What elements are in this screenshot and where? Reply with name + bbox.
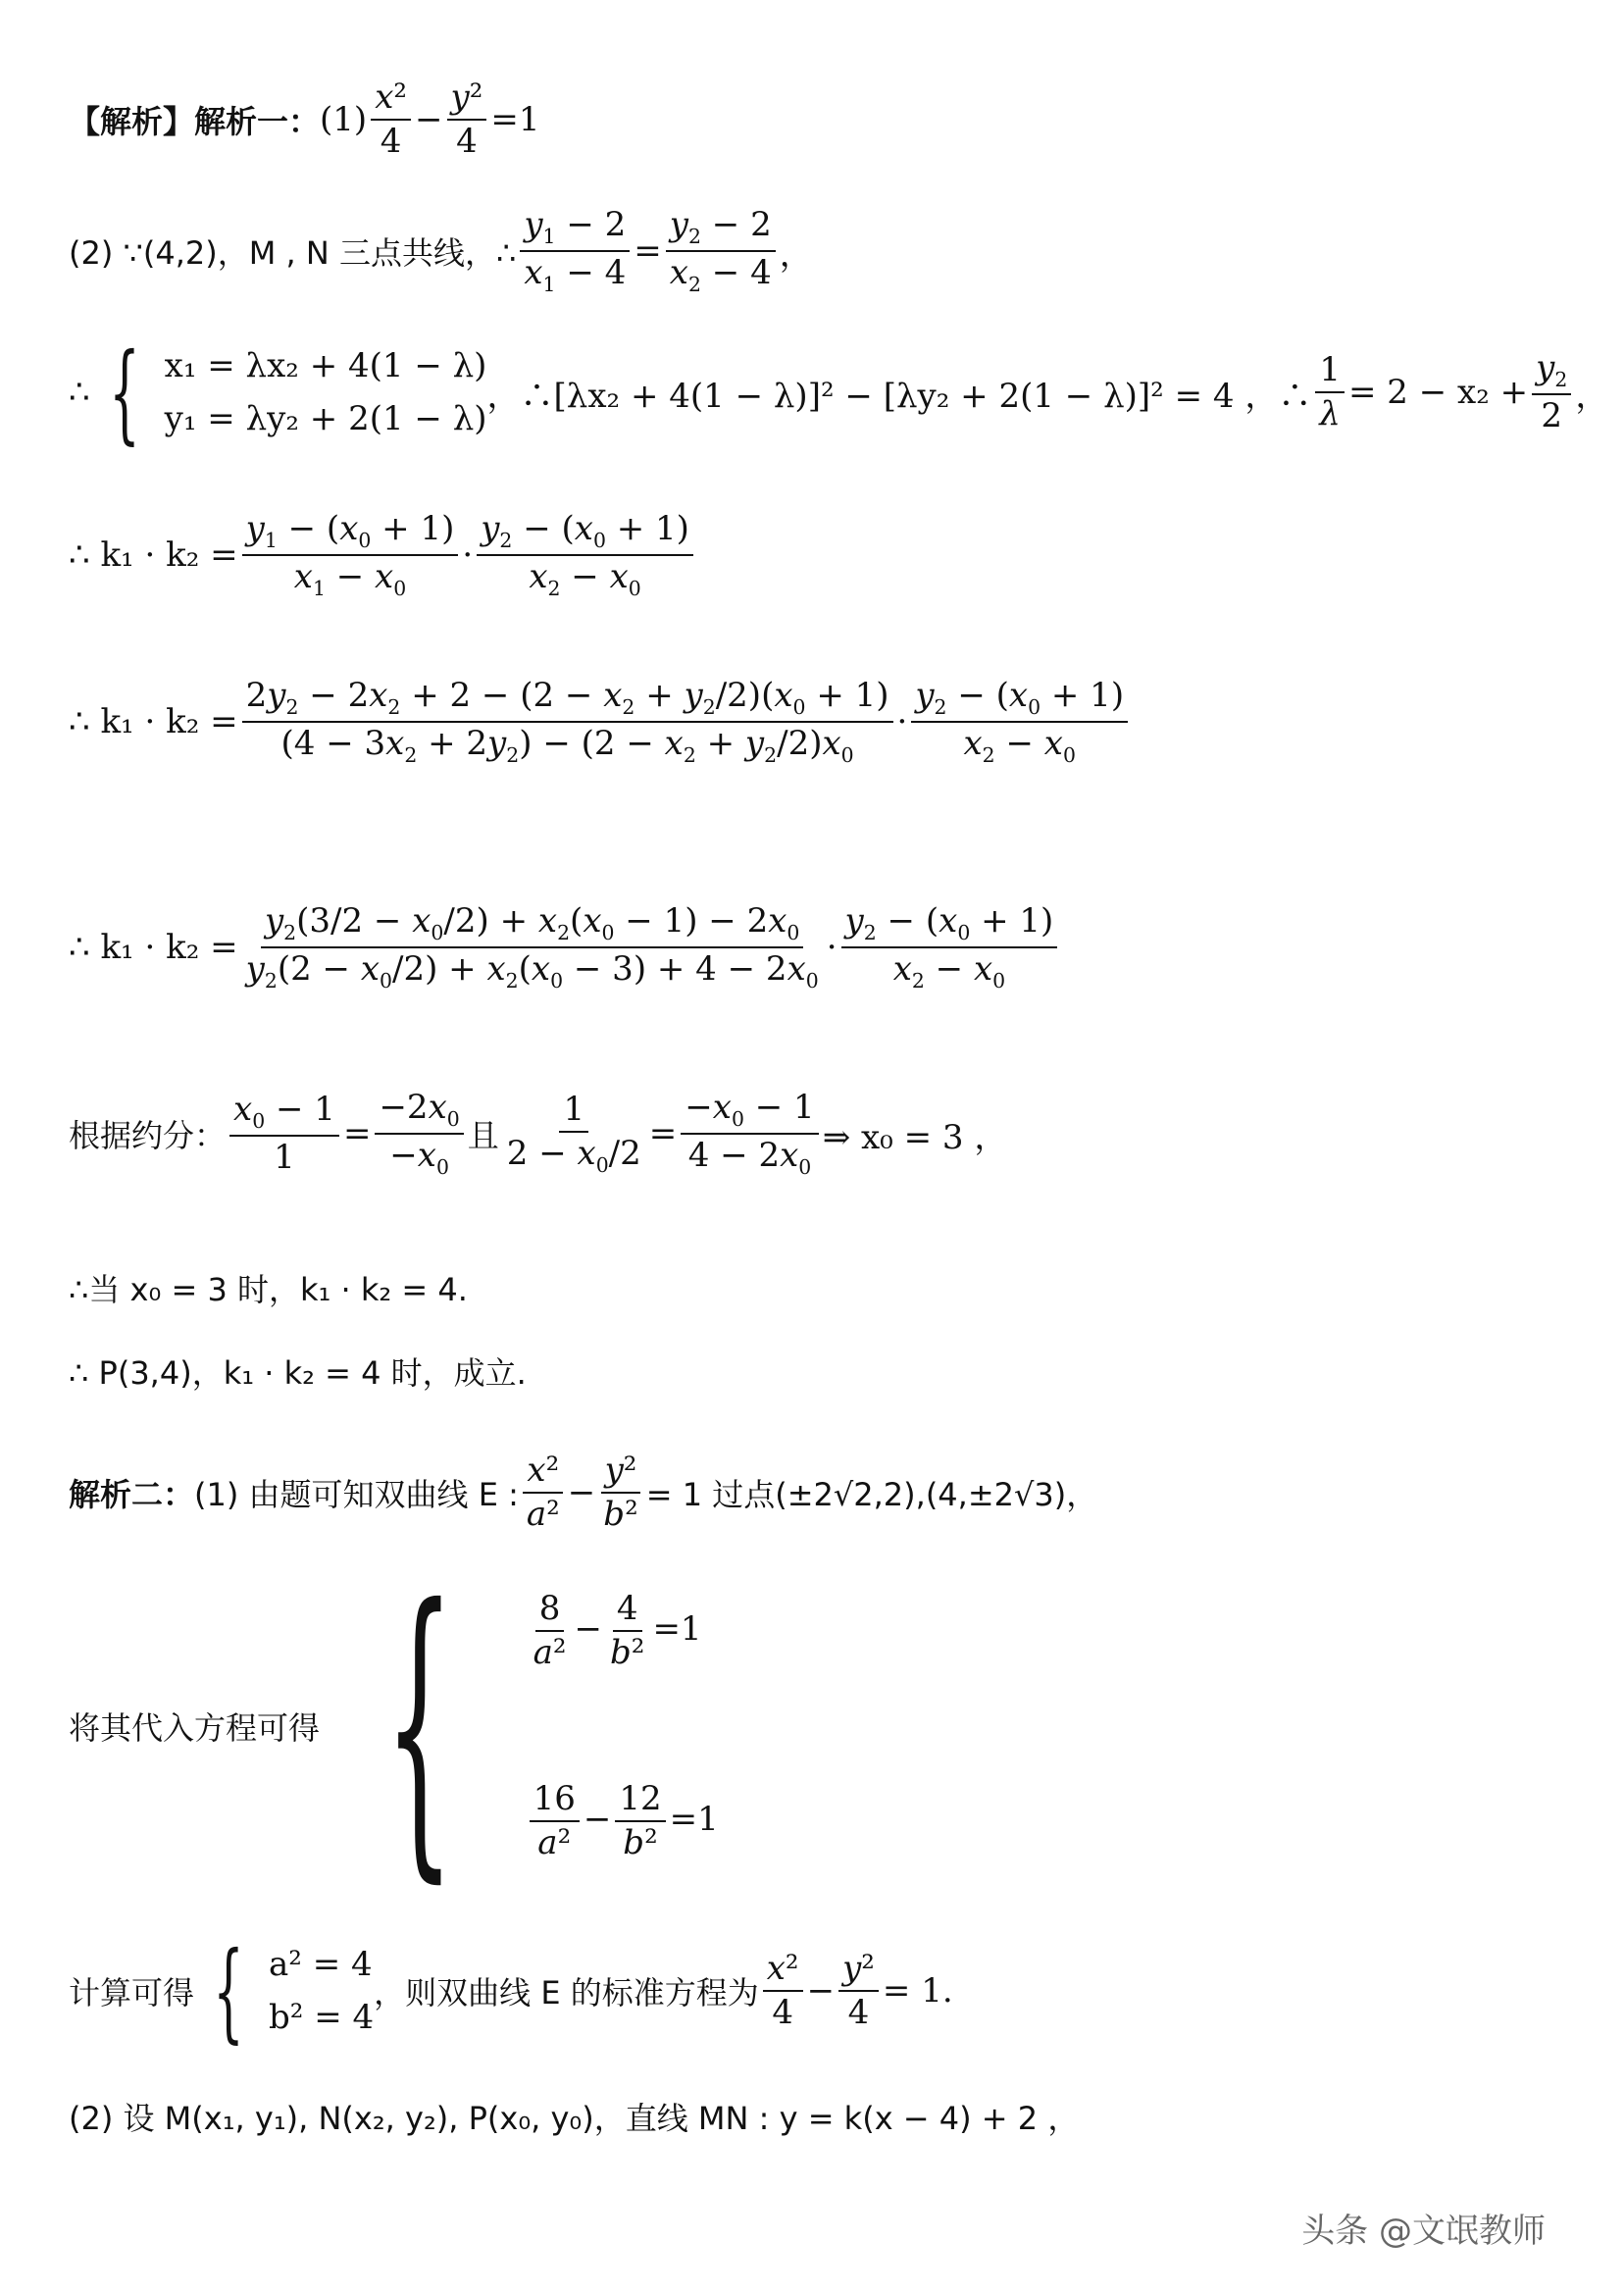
line-5: ∴ k₁ · k₂ = $\frac{2y_2 - 2x_2 + 2 - (2 - x_2 + y_2/2)(x_0 + 1)}{(4 - 3x_2 + 2y_2) - (2 - x_2 + y_2/2)x_0}$ · $\frac{y_2 - (x_0 + 1)}{x_2 - x_0}$ xyxy=(69,677,1555,768)
line-11: 将其代入方程可得 { $\frac{8}{\text{a²}}$ − $\frac{4}{\text{b²}}$ =1 $\frac{16}{\text{a²}}$ − $\frac{12}{\text{b²}}$ =1 xyxy=(69,1544,719,1909)
line-7: 根据约分： $\frac{x_0 - 1}{1}$ = $\frac{-2x_0}{-x_0}$ 且 $\frac{1}{2 - x_0/2}$ = $\frac{-x_0 - 1}{4 - 2x_0}$ ⇒ x₀ = 3 ， xyxy=(69,1088,1008,1180)
brace: { xyxy=(384,1544,455,1909)
line-4: ∴ k₁ · k₂ = $\frac{y_1 - (x_0 + 1)}{x_1 - x_0}$ · $\frac{y_2 - (x_0 + 1)}{x_2 - x_0}$ xyxy=(69,510,1555,601)
line-8: ∴当 x₀ = 3 时，k₁ · k₂ = 4. xyxy=(69,1271,468,1308)
line-9: ∴ P(3,4)，k₁ · k₂ = 4 时，成立. xyxy=(69,1354,527,1392)
system-lambda: x₁ = λx₂ + 4(1 − λ) y₁ = λy₂ + 2(1 − λ) xyxy=(164,346,487,438)
line-3: ∴ { x₁ = λx₂ + 4(1 − λ) y₁ = λy₂ + 2(1 − λ) ，∴[λx₂ + 4(1 − λ)]² − [λy₂ + 2(1 − λ)]² = 4 ，∴ $\frac{1}{\lambda}$ = 2 − x₂ + $\frac{y_2}{2}$ ， xyxy=(69,330,1609,455)
line-6: ∴ k₁ · k₂ = $\frac{y_2(3/2 - x_0/2) + x_2(x_0 - 1) - 2x_0}{y_2(2 - x_0/2) + x_2(x_0 - 3) + 4 - 2x_0}$ · $\frac{y_2 - (x_0 + 1)}{x_2 - x_0}$ xyxy=(69,902,1555,993)
line-1: 【解析】解析一： (1) $\frac{\text{x²}}{4}$ − $\frac{\text{y²}}{4}$ =1 xyxy=(69,77,540,162)
line-2: (2) ∵(4,2)，M , N 三点共线，∴ $\frac{y_1 - 2}{x_1 - 4}$ = $\frac{y_2 - 2}{x_2 - 4}$ ， xyxy=(69,205,813,297)
brace: { xyxy=(108,330,140,455)
frac-y2-4: $\frac{\text{y²}}{4}$ xyxy=(447,78,487,161)
watermark: 头条 @文氓教师 xyxy=(1301,2212,1546,2251)
collinear-text: (2) ∵(4,2)，M , N 三点共线，∴ xyxy=(69,234,517,273)
line-10: 解析二： (1) 由题可知双曲线 E : $\frac{\text{x²}}{\text{a²}}$ − $\frac{\text{y²}}{\text{b²}}$ = 1 过点(±2√2,2),(4,±2√3)， xyxy=(69,1451,1098,1535)
analysis-label: 【解析】解析一： xyxy=(69,103,321,141)
frac-slope-2: $\frac{y_2 - 2}{x_2 - 4}$ xyxy=(666,206,776,297)
line-13: (2) 设 M(x₁, y₁), N(x₂, y₂), P(x₀, y₀)，直线 MN : y = k(x − 4) + 2 ， xyxy=(69,2100,1080,2137)
frac-slope-1: $\frac{y_1 - 2}{x_1 - 4}$ xyxy=(520,206,630,297)
substitution-text: ，∴[λx₂ + 4(1 − λ)]² − [λy₂ + 2(1 − λ)]² = 4 ，∴ xyxy=(486,376,1312,416)
brace: { xyxy=(213,1928,244,2054)
frac-x2-4: $\frac{\text{x²}}{4}$ xyxy=(371,78,411,161)
part-1-label: (1) xyxy=(320,100,368,140)
line-12: 计算可得 { a² = 4 b² = 4 ，则双曲线 E 的标准方程为 $\frac{\text{x²}}{4}$ − $\frac{\text{y²}}{4}$ = 1. xyxy=(69,1928,953,2054)
